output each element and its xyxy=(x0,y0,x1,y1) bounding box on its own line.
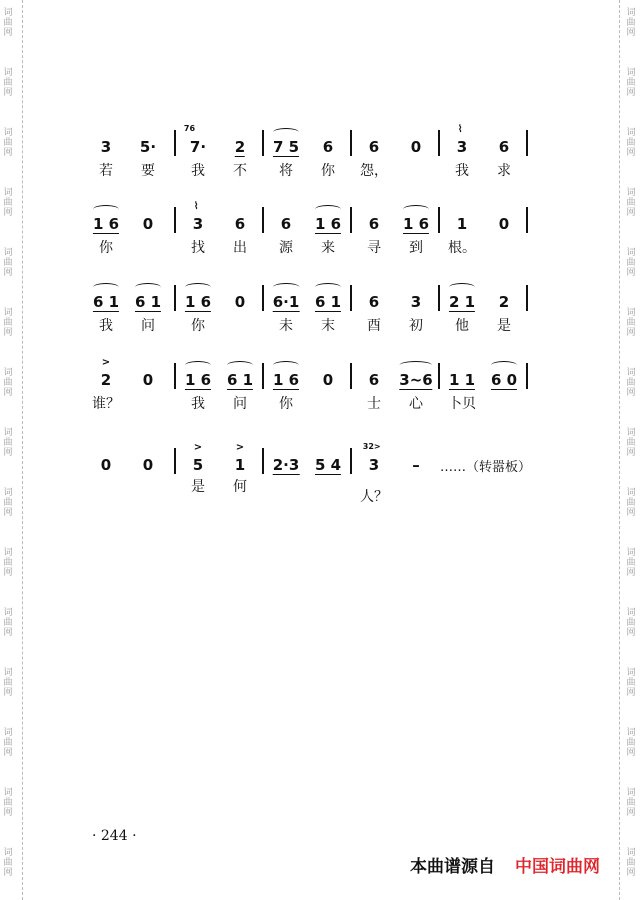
lyric: 我 xyxy=(191,163,205,179)
watermark-text: 词曲网 xyxy=(626,488,636,518)
bar-line xyxy=(174,285,176,311)
watermark-text: 词曲网 xyxy=(3,668,13,698)
lyric: 心 xyxy=(409,396,423,412)
note-text: 0 xyxy=(322,371,334,389)
accent-mark: > xyxy=(101,357,111,368)
bar-line xyxy=(438,285,440,311)
grace-note: 76 xyxy=(183,124,196,133)
accent-mark: > xyxy=(193,442,203,453)
watermark-text: 词曲网 xyxy=(626,188,636,218)
note-text: 6 xyxy=(368,215,380,233)
lyric: 你 xyxy=(279,396,293,412)
accent-mark: ⌇ xyxy=(193,201,199,212)
slur xyxy=(135,283,161,292)
note-text: 1 6 xyxy=(184,371,212,389)
note xyxy=(499,215,509,233)
note-text: 3 xyxy=(456,138,468,156)
note-text: 1 6 xyxy=(92,215,120,233)
bar-line xyxy=(262,285,264,311)
lyric: 人？ xyxy=(360,489,388,505)
watermark-text: 词曲网 xyxy=(626,668,636,698)
watermark-text: 词曲网 xyxy=(3,248,13,278)
page-number: · 244 · xyxy=(92,828,137,844)
note xyxy=(499,138,509,156)
watermark-text: 词曲网 xyxy=(3,788,13,818)
note xyxy=(135,293,161,312)
note-text: 0 xyxy=(234,293,246,311)
note-text: 3 xyxy=(100,138,112,156)
lyric: 何 xyxy=(233,479,247,495)
note xyxy=(315,456,341,475)
note xyxy=(234,442,246,474)
note xyxy=(499,293,509,311)
lyric: 寻 xyxy=(367,240,381,256)
watermark-text: 词曲网 xyxy=(626,608,636,638)
accent-mark: ⌇ xyxy=(457,124,463,135)
watermark-text: 词曲网 xyxy=(3,188,13,218)
lyric: 酉 xyxy=(367,318,381,334)
lyric: 若 xyxy=(99,163,113,179)
watermark-text: 词曲网 xyxy=(3,428,13,458)
source-credit xyxy=(410,852,600,877)
note xyxy=(369,138,379,156)
bar-line xyxy=(526,363,528,389)
bar-line xyxy=(350,448,352,474)
note-text: 5 4 xyxy=(314,456,342,474)
note xyxy=(235,215,245,233)
bar-line xyxy=(174,448,176,474)
lyric: 谁？ xyxy=(92,396,120,412)
note xyxy=(185,371,211,390)
note xyxy=(399,371,432,390)
slur xyxy=(399,361,432,370)
lyric: 到 xyxy=(409,240,423,256)
watermark-text: 词曲网 xyxy=(626,728,636,758)
bar-line xyxy=(526,207,528,233)
note-text: 6 1 xyxy=(314,293,342,311)
note-text: 3~6 xyxy=(399,371,433,389)
note-text: 6 1 xyxy=(134,293,162,311)
lyric: 不 xyxy=(233,163,247,179)
note-text: 6·1 xyxy=(272,293,300,311)
note-text: 2 xyxy=(234,138,246,156)
score-line xyxy=(88,293,528,353)
note xyxy=(192,201,204,233)
note-text: 1 1 xyxy=(448,371,476,389)
note xyxy=(369,293,379,311)
note xyxy=(411,293,421,311)
lyric: 问 xyxy=(141,318,155,334)
note xyxy=(143,456,153,474)
bar-line xyxy=(174,363,176,389)
lyric: 将 xyxy=(279,163,293,179)
bar-line xyxy=(262,130,264,156)
grace-note: 32> xyxy=(362,442,381,451)
note-text: 1 6 xyxy=(314,215,342,233)
slur xyxy=(315,283,341,292)
note xyxy=(412,456,420,474)
accent-mark: > xyxy=(235,442,245,453)
note-text: 7 5 xyxy=(272,138,300,156)
note xyxy=(273,293,300,312)
lyric: 问 xyxy=(233,396,247,412)
score-line xyxy=(88,201,528,275)
note-text: 6 1 xyxy=(92,293,120,311)
note xyxy=(143,371,153,389)
note-text: 7· xyxy=(189,138,207,156)
watermark-text: 词曲网 xyxy=(626,128,636,158)
note xyxy=(235,293,245,311)
watermark-text: 词曲网 xyxy=(626,248,636,278)
watermark-text: 词曲网 xyxy=(626,788,636,818)
note-text: 6 xyxy=(368,293,380,311)
slur xyxy=(315,205,341,214)
note-text: 1 xyxy=(234,456,246,474)
note xyxy=(100,357,112,389)
lyric: 来 xyxy=(321,240,335,256)
lyric: 你 xyxy=(191,318,205,334)
lyric: 士 xyxy=(367,396,381,412)
watermark-text: 词曲网 xyxy=(3,308,13,338)
lyric: 末 xyxy=(321,318,335,334)
note-text: 0 xyxy=(498,215,510,233)
note-text: 1 xyxy=(456,215,468,233)
note-text: 6 1 xyxy=(226,371,254,389)
note-text: 2 xyxy=(498,293,510,311)
watermark-text: 词曲网 xyxy=(626,68,636,98)
bar-line xyxy=(174,130,176,156)
note xyxy=(101,456,111,474)
watermark-text: 词曲网 xyxy=(626,428,636,458)
lyric: 他 xyxy=(455,318,469,334)
slur xyxy=(185,361,211,370)
note-text: 6 xyxy=(368,138,380,156)
note-text: 6 xyxy=(498,138,510,156)
note xyxy=(315,215,341,234)
slur xyxy=(93,205,119,214)
note-text: 0 xyxy=(410,138,422,156)
watermark-text: 词曲网 xyxy=(3,608,13,638)
watermark-text: 词曲网 xyxy=(3,848,13,878)
note xyxy=(227,371,253,390)
note-text: 2 1 xyxy=(448,293,476,311)
slur xyxy=(403,205,429,214)
note-text: 6 xyxy=(368,371,380,389)
note xyxy=(281,215,291,233)
slur xyxy=(273,361,299,370)
note-text: 6 xyxy=(280,215,292,233)
slur xyxy=(185,283,211,292)
lyric: 我 xyxy=(99,318,113,334)
watermark-text: 词曲网 xyxy=(3,8,13,38)
note-text: 1 6 xyxy=(402,215,430,233)
bar-line xyxy=(262,363,264,389)
note-text: 2·3 xyxy=(272,456,300,474)
note xyxy=(101,138,111,156)
note-text: 0 xyxy=(100,456,112,474)
lyric: 要 xyxy=(141,163,155,179)
note-text: 1 6 xyxy=(184,293,212,311)
note-text: 1 6 xyxy=(272,371,300,389)
score-line xyxy=(88,124,528,198)
tempo-change-note: ……（转嚣板） xyxy=(440,460,532,475)
note xyxy=(369,215,379,233)
lyric: 初 xyxy=(409,318,423,334)
slur xyxy=(93,283,119,292)
bar-line xyxy=(526,285,528,311)
watermark-text: 词曲网 xyxy=(626,368,636,398)
watermark-text: 词曲网 xyxy=(3,728,13,758)
note xyxy=(457,215,467,233)
note xyxy=(315,293,341,312)
note xyxy=(273,138,299,157)
slur xyxy=(491,361,517,370)
note xyxy=(93,293,119,312)
bar-line xyxy=(174,207,176,233)
note xyxy=(403,215,429,234)
note-text: – xyxy=(412,456,420,474)
score-line xyxy=(88,442,532,516)
lyric: 未 xyxy=(279,318,293,334)
lyric: 求 xyxy=(497,163,511,179)
note-text: 3 xyxy=(368,456,380,474)
bar-line xyxy=(350,207,352,233)
lyric: 你 xyxy=(99,240,113,256)
note xyxy=(491,371,517,390)
note xyxy=(183,124,207,156)
note xyxy=(449,293,475,312)
watermark-text: 词曲网 xyxy=(3,68,13,98)
lyric: 我 xyxy=(191,396,205,412)
lyric: 我 xyxy=(455,163,469,179)
slur xyxy=(273,128,299,137)
note xyxy=(323,371,333,389)
note-text: 3 xyxy=(410,293,422,311)
lyric: 怨， xyxy=(360,163,388,179)
note xyxy=(369,371,379,389)
lyric: 卜贝 xyxy=(448,396,476,412)
note-text: 6 xyxy=(322,138,334,156)
lyric: 出 xyxy=(233,240,247,256)
lyric: 是 xyxy=(497,318,511,334)
bar-line xyxy=(350,363,352,389)
note-text: 6 xyxy=(234,215,246,233)
note-text: 5 xyxy=(192,456,204,474)
bar-line xyxy=(350,285,352,311)
note-text: 0 xyxy=(142,215,154,233)
note xyxy=(143,215,153,233)
watermark-text: 词曲网 xyxy=(3,128,13,158)
note xyxy=(273,371,299,390)
note xyxy=(362,442,381,474)
watermark-text: 词曲网 xyxy=(626,308,636,338)
note xyxy=(323,138,333,156)
note xyxy=(235,138,245,157)
score-line xyxy=(88,357,528,431)
bar-line xyxy=(262,207,264,233)
slur xyxy=(227,361,253,370)
note xyxy=(456,124,468,156)
note-text: 0 xyxy=(142,371,154,389)
note-text: 6 0 xyxy=(490,371,518,389)
watermark-text: 词曲网 xyxy=(626,548,636,578)
note-text: 5· xyxy=(139,138,157,156)
slur xyxy=(449,283,475,292)
lyric: 找 xyxy=(191,240,205,256)
bar-line xyxy=(438,363,440,389)
lyric: 是 xyxy=(191,479,205,495)
watermark-text: 词曲网 xyxy=(3,488,13,518)
watermark-text: 词曲网 xyxy=(3,368,13,398)
bar-line xyxy=(350,130,352,156)
lyric: 源 xyxy=(279,240,293,256)
bar-line xyxy=(438,130,440,156)
lyric: 你 xyxy=(321,163,335,179)
note xyxy=(185,293,211,312)
note-text: 0 xyxy=(142,456,154,474)
note xyxy=(411,138,421,156)
bar-line xyxy=(438,207,440,233)
slur xyxy=(273,283,300,292)
source-site[interactable]: 中国词曲网 xyxy=(515,857,600,877)
watermark-text: 词曲网 xyxy=(626,8,636,38)
bar-line xyxy=(526,130,528,156)
note xyxy=(273,456,300,475)
right-border xyxy=(619,0,620,900)
watermark-text: 词曲网 xyxy=(3,548,13,578)
note xyxy=(140,138,156,156)
lyric: 根。 xyxy=(448,240,476,256)
note xyxy=(449,371,475,390)
note xyxy=(192,442,204,474)
left-border xyxy=(22,0,23,900)
watermark-text: 词曲网 xyxy=(626,848,636,878)
note-text: 3 xyxy=(192,215,204,233)
bar-line xyxy=(262,448,264,474)
note xyxy=(93,215,119,234)
source-label: 本曲谱源自 xyxy=(410,857,495,877)
note-text: 2 xyxy=(100,371,112,389)
